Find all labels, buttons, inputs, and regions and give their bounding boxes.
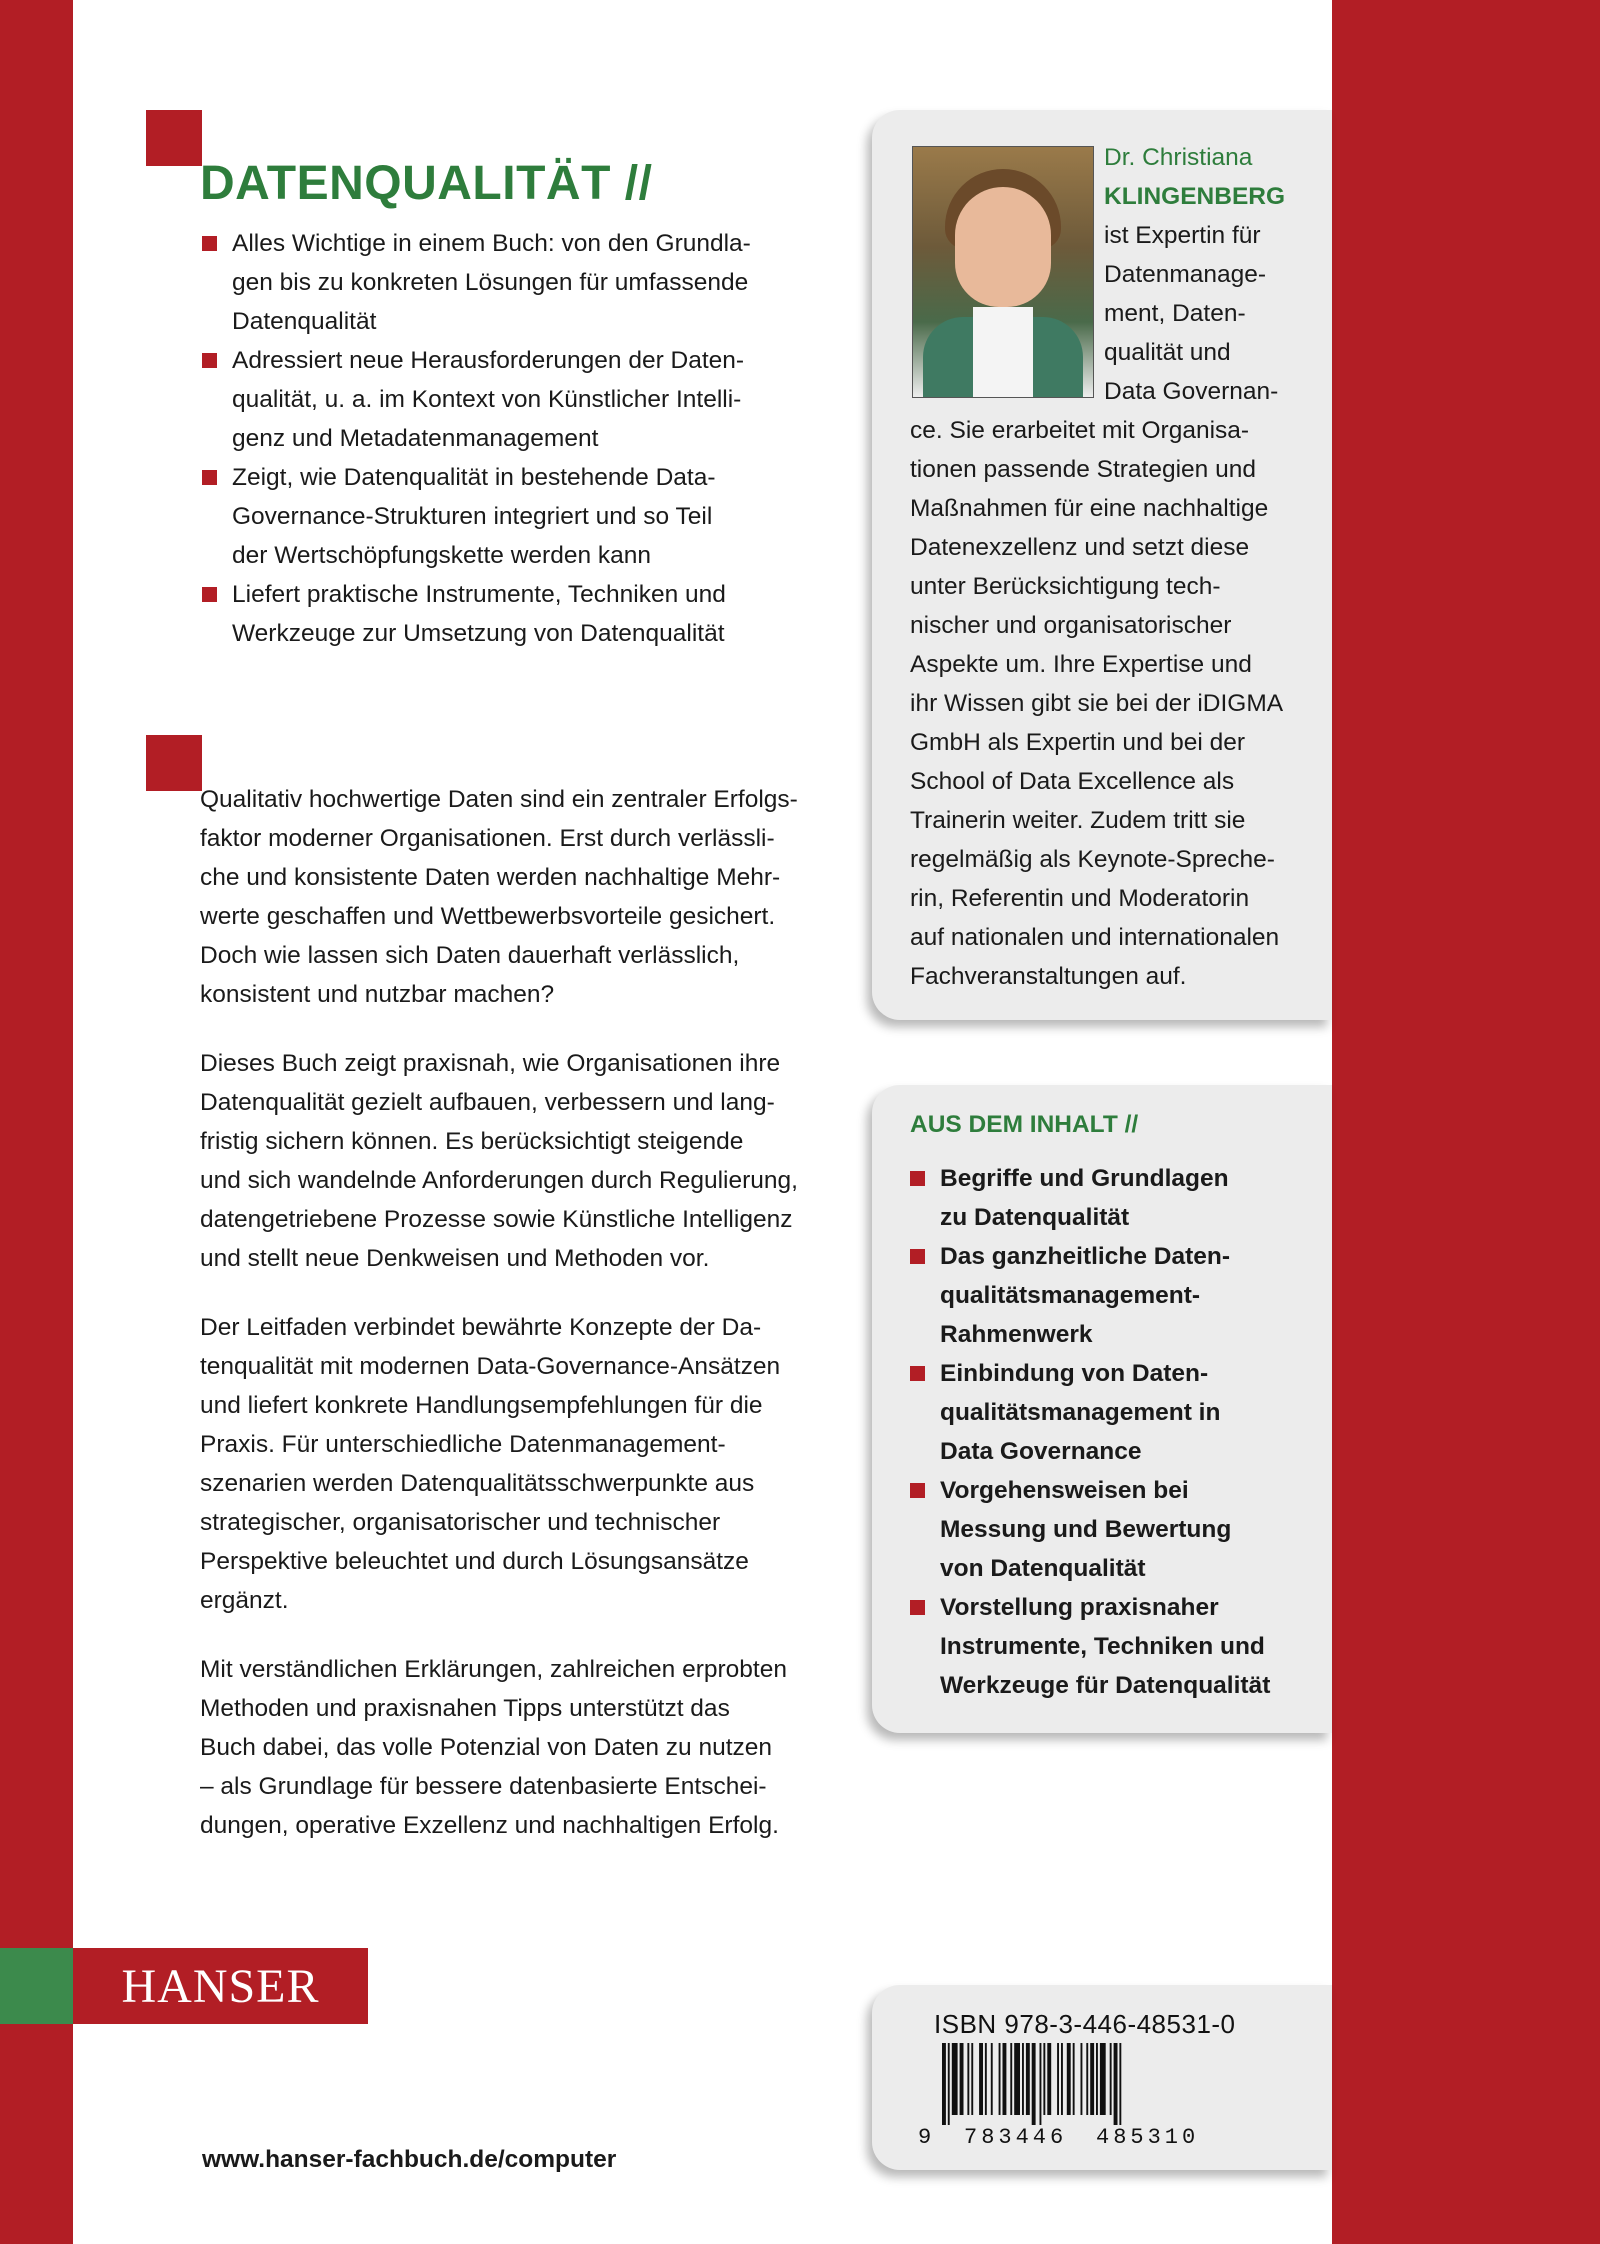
bullet-square-icon: [202, 353, 217, 368]
barcode-bar: [1110, 2043, 1112, 2115]
description-paragraph: Mit verständlichen Erklärungen, zahlreichen erprobten Methoden und praxisnahen Tipps unterstützt das Buch dabei, das volle Potenzial von Daten zu nutzen – als Grundlage für bessere datenbasierte Entschei- dungen, operative Exzellenz und nachhaltigen Erfolg.: [200, 1656, 787, 1839]
author-panel: [872, 110, 1332, 1020]
barcode-bar: [1040, 2043, 1042, 2125]
contents-item: Das ganzheitliche Daten- qualitätsmanagement- Rahmenwerk: [910, 1237, 1320, 1354]
barcode-bar: [942, 2043, 946, 2125]
author-name: Dr. Christiana: [1104, 144, 1253, 171]
barcode-icon: [916, 2043, 1256, 2163]
barcode-bar: [985, 2043, 987, 2115]
barcode-bar: [1032, 2043, 1036, 2125]
bullet-square-icon: [202, 587, 217, 602]
barcode-bar: [1026, 2043, 1030, 2115]
left-red-band: [0, 0, 73, 2244]
title-square-marker: [146, 110, 202, 166]
barcode-bar: [1043, 2043, 1045, 2115]
bullet-square-icon: [910, 1171, 925, 1186]
bullet-square-icon: [910, 1600, 925, 1615]
description-paragraph: Dieses Buch zeigt praxisnah, wie Organisationen ihre Datenqualität gezielt aufbauen, verbessern und lang- fristig sichern können. Es berücksichtigt steigende und sich wandelnde Anforderungen durch Regulierung, datengetriebene Prozesse sowie Künstliche Intelligenz und stellt neue Denkweisen und Methoden vor.: [200, 1050, 798, 1272]
barcode-bar: [1081, 2043, 1083, 2115]
barcode-bar: [1086, 2043, 1088, 2115]
barcode-bar: [991, 2043, 993, 2115]
author-bio: Dr. Christiana KLINGENBERG ist Expertin für Datenmanage- ment, Daten- qualität und Data Governan- ce. Sie erarbeitet mit Organisa- tionen passende Strategien und Maßnahmen für eine nachhaltige Datenexzellenz und setzt diese unter Berücksichtigung tech- nischer und organisatorischer Aspekte um. Ihre Expertise und ihr Wissen gibt sie bei der iDIGMA GmbH als Expertin und bei der School of Data Excellence als Trainerin weiter. Zudem tritt sie regelmäßig als Keynote-Spreche- rin, Referentin und Moderatorin auf nationalen und internationalen Fachveranstaltungen auf.: [910, 144, 1286, 990]
contents-list: [910, 1159, 1320, 1705]
bullet-square-icon: [910, 1249, 925, 1264]
barcode-bar: [1014, 2043, 1020, 2115]
bullet-square-icon: [910, 1366, 925, 1381]
barcode-bar: [1119, 2043, 1121, 2125]
barcode-bar: [1010, 2043, 1012, 2115]
description-square-marker: [146, 735, 202, 791]
barcode-bar: [1100, 2043, 1106, 2115]
barcode-digits: 9: [918, 2125, 936, 2150]
contents-heading: AUS DEM INHALT //: [910, 1111, 1139, 1138]
barcode-bar: [1047, 2043, 1051, 2115]
barcode-bar: [979, 2043, 983, 2115]
bullet-square-icon: [910, 1483, 925, 1498]
right-red-band: [1332, 0, 1600, 2244]
highlight-item: Zeigt, wie Datenqualität in bestehende Data- Governance-Strukturen integriert und so Teil der Wertschöpfungskette werden kann: [202, 458, 802, 575]
barcode-bar: [971, 2043, 973, 2115]
website-link[interactable]: www.hanser-fachbuch.de/computer: [202, 2146, 617, 2173]
highlight-item: Alles Wichtige in einem Buch: von den Grundla- gen bis zu konkreten Lösungen für umfassende Datenqualität: [202, 224, 802, 341]
barcode-bar: [967, 2043, 969, 2115]
barcode-digits: 783446: [964, 2125, 1068, 2150]
isbn-panel: [872, 1985, 1332, 2170]
bullet-square-icon: [202, 236, 217, 251]
barcode-bar: [1096, 2043, 1098, 2115]
description: [200, 780, 820, 1875]
highlights-list: [202, 224, 802, 653]
barcode-bar: [1022, 2043, 1024, 2115]
barcode-bar: [960, 2043, 964, 2115]
highlight-item: Liefert praktische Instrumente, Techniken und Werkzeuge zur Umsetzung von Datenqualität: [202, 575, 802, 653]
contents-panel: [872, 1085, 1332, 1733]
barcode-bar: [952, 2043, 958, 2115]
barcode-bar: [1057, 2043, 1059, 2115]
page-title: DATENQUALITÄT //: [200, 157, 653, 210]
description-paragraph: Der Leitfaden verbindet bewährte Konzepte der Da- tenqualität mit modernen Data-Governance-Ansätzen und liefert konkrete Handlungsempfehlungen für die Praxis. Für unterschiedliche Datenmanagement- szenarien werden Datenqualitätsschwerpunkte aus strategischer, organisatorischer und technischer Perspektive beleuchtet und durch Lösungsansätze ergänzt.: [200, 1314, 781, 1614]
left-green-accent: [0, 1948, 73, 2024]
isbn-label: ISBN 978-3-446-48531-0: [934, 2009, 1236, 2039]
barcode-bar: [1090, 2043, 1094, 2115]
highlight-item: Adressiert neue Herausforderungen der Daten- qualität, u. a. im Kontext von Künstlicher Intelli- genz und Metadatenmanagement: [202, 341, 802, 458]
description-paragraph: Qualitativ hochwertige Daten sind ein zentraler Erfolgs- faktor moderner Organisationen. Erst durch verlässli- che und konsistente Daten werden nachhaltige Mehr- werte geschaffen und Wettbewerbsvorteile gesichert. Doch wie lassen sich Daten dauerhaft verlässlich, konsistent und nutzbar machen?: [200, 786, 798, 1008]
barcode-bar: [948, 2043, 950, 2125]
contents-item: Einbindung von Daten- qualitätsmanagement in Data Governance: [910, 1354, 1320, 1471]
barcode-digits: 485310: [1096, 2125, 1200, 2150]
bullet-square-icon: [202, 470, 217, 485]
barcode-bar: [1114, 2043, 1118, 2125]
barcode-bar: [1067, 2043, 1071, 2115]
publisher-logo: HANSER: [73, 1948, 368, 2024]
barcode-bar: [999, 2043, 1001, 2115]
contents-item: Begriffe und Grundlagen zu Datenqualität: [910, 1159, 1320, 1237]
barcode-bar: [1003, 2043, 1007, 2115]
contents-item: Vorgehensweisen bei Messung und Bewertung von Datenqualität: [910, 1471, 1320, 1588]
contents-item: Vorstellung praxisnaher Instrumente, Techniken und Werkzeuge für Datenqualität: [910, 1588, 1320, 1705]
barcode-bar: [1073, 2043, 1075, 2115]
author-surname: KLINGENBERG: [1104, 183, 1286, 210]
barcode-bar: [1061, 2043, 1063, 2115]
